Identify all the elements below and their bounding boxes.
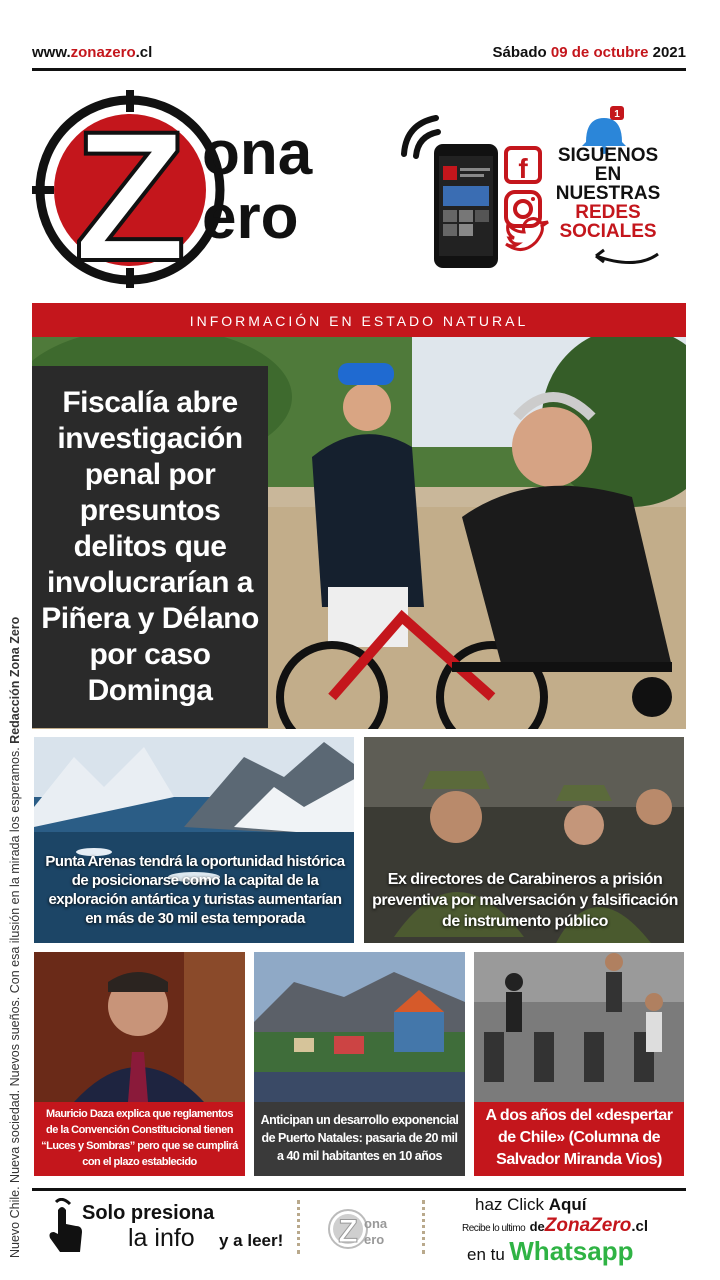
cl-text: .cl: [631, 1218, 649, 1235]
footer-divider: [32, 1188, 686, 1191]
header-divider: [32, 68, 686, 71]
tap-hand-icon: [44, 1198, 84, 1256]
footer-separator-2: [422, 1200, 425, 1254]
daza-headline[interactable]: Mauricio Daza explica que reglamentos de la Convención Constitucional tienen “Luces y Sombras” pero que se cumplirá con el plazo establecido: [41, 1108, 238, 1168]
whatsapp-text: Whatsapp: [509, 1236, 634, 1266]
slogan-text: Nuevo Chile. Nueva sociedad. Nuevos sueños. Con esa ilusión en la mirada los esperamos.: [8, 747, 22, 1258]
footer-haz-click[interactable]: [475, 1195, 586, 1215]
puerto-natales-photo: [254, 952, 465, 1102]
story-card-punta-arenas[interactable]: [32, 735, 356, 945]
story-card-natales[interactable]: [252, 950, 467, 1178]
site-url[interactable]: [32, 44, 152, 61]
de-text: de: [529, 1219, 545, 1234]
vertical-slogan: [8, 558, 22, 1258]
footer-la-info: la info: [128, 1224, 195, 1252]
metro-protest-photo: [474, 952, 684, 1102]
haz-click-text: haz Click: [475, 1195, 544, 1214]
natales-headline[interactable]: Anticipan un desarrollo exponencial de Puerto Natales: pasaria de 20 mil a 40 mil habitantes en 10 años: [260, 1113, 459, 1163]
notification-badge: 1: [614, 109, 620, 120]
credit-text: Redacción Zona Zero: [8, 616, 22, 744]
footer-solo-presiona: Solo presiona: [82, 1202, 215, 1224]
zona-zero-logo[interactable]: [30, 88, 345, 288]
aqui-text: Aquí: [548, 1195, 587, 1214]
facebook-icon: [506, 148, 540, 184]
follow-line-4: REDES: [575, 202, 641, 223]
follow-line-3: NUESTRAS: [555, 183, 661, 204]
daza-photo: [34, 952, 245, 1102]
date-year: 2021: [652, 44, 686, 61]
footer-separator-1: [297, 1200, 300, 1254]
tagline-band: INFORMACIÓN EN ESTADO NATURAL: [32, 303, 686, 337]
story-card-despertar[interactable]: [472, 950, 686, 1178]
follow-line-5: SOCIALES: [559, 221, 657, 242]
punta-arenas-headline[interactable]: Punta Arenas tendrá la oportunidad histórica de posicionarse como la capital de la exploración antártica y turistas aumentarían en más de 30 mil esta temporada: [45, 853, 345, 927]
follow-line-2: EN: [594, 164, 622, 185]
mini-logo[interactable]: [328, 1206, 400, 1252]
despertar-headline[interactable]: A dos años del «despertar de Chile» (Columna de Salvador Miranda Vios): [485, 1107, 673, 1168]
footer-whatsapp[interactable]: [467, 1236, 634, 1267]
footer-recibe: [462, 1215, 648, 1237]
site-url-prefix: www.: [32, 44, 71, 61]
recibe-text: Recibe lo ultimo: [462, 1223, 526, 1234]
wifi-icon: [404, 118, 438, 156]
date-num: 09: [550, 44, 568, 61]
instagram-icon: [506, 192, 540, 226]
logo-text-top: ona: [202, 119, 313, 188]
brand-text: ZonaZero: [544, 1215, 632, 1236]
footer-y-a-leer: y a leer!: [219, 1231, 284, 1250]
logo-text-bottom: ero: [202, 183, 299, 252]
issue-date: [493, 44, 686, 61]
svg-text:f: f: [518, 153, 528, 184]
date-month: de octubre: [571, 44, 649, 61]
mini-logo-top: ona: [364, 1216, 388, 1231]
date-day: Sábado: [492, 44, 547, 61]
follow-us-text: [548, 146, 668, 241]
story-card-carabineros[interactable]: [362, 735, 686, 945]
carabineros-headline[interactable]: Ex directores de Carabineros a prisión preventiva por malversación y falsificación de instrumento público: [372, 871, 678, 930]
site-url-suffix: .cl: [135, 44, 153, 61]
svg-text:Z: Z: [73, 94, 187, 288]
hero-headline[interactable]: Fiscalía abre investigación penal por presuntos delitos que involucrarían a Piñera y Délano por caso Dominga: [32, 366, 268, 728]
phone-icon: [434, 144, 498, 268]
en-tu-text: en tu: [467, 1245, 505, 1264]
site-url-brand: zonazero: [70, 44, 136, 61]
follow-line-1: SIGUENOS: [557, 145, 659, 166]
twitter-icon: [506, 219, 548, 250]
story-card-daza[interactable]: [32, 950, 247, 1178]
mini-logo-bottom: ero: [364, 1232, 385, 1247]
svg-text:Z: Z: [338, 1213, 358, 1249]
